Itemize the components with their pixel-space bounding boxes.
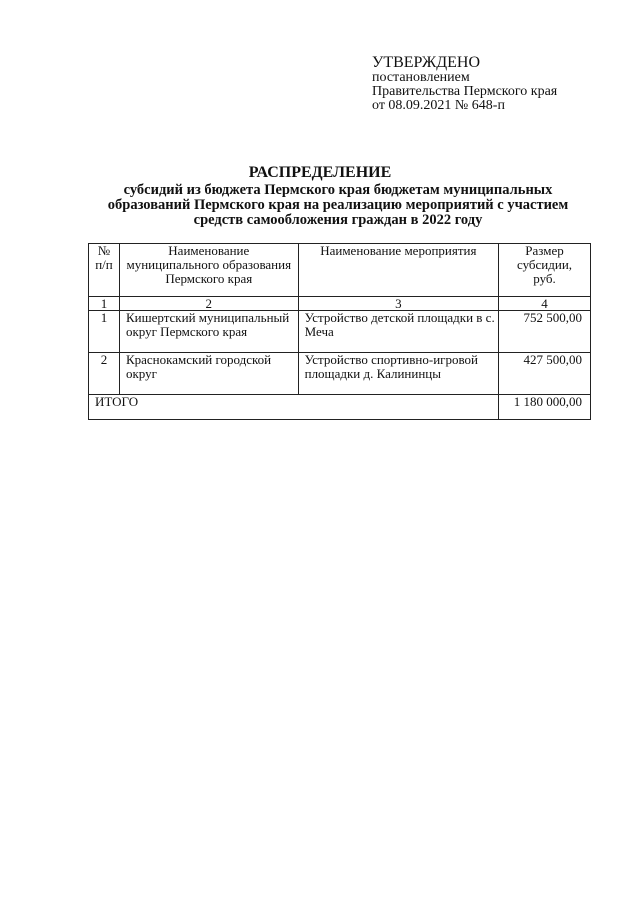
- header-num: № п/п: [89, 244, 120, 297]
- column-number: 2: [119, 297, 298, 311]
- row-event: Устройство детской площадки в с. Меча: [298, 311, 498, 353]
- approval-block: [372, 54, 557, 113]
- row-num: 2: [89, 353, 120, 395]
- approval-line-3: от 08.09.2021 № 648-п: [372, 98, 505, 113]
- distribution-table: [88, 243, 591, 420]
- row-num: 1: [89, 311, 120, 353]
- row-event: Устройство спортивно-игровой площадки д. Калининцы: [298, 353, 498, 395]
- table-row: [89, 311, 591, 353]
- subtitle-line-1: субсидий из бюджета Пермского края бюджетам муниципальных: [123, 182, 553, 198]
- document-title: РАСПРЕДЕЛЕНИЕ: [248, 164, 392, 181]
- total-label: ИТОГО: [89, 395, 499, 420]
- table-row: [89, 353, 591, 395]
- approval-line-1: постановлением: [372, 70, 470, 85]
- row-municipality: Кишертский муниципальный округ Пермского края: [119, 311, 298, 353]
- column-number: 3: [298, 297, 498, 311]
- table-header-row: [89, 244, 591, 297]
- subtitle-line-2: образований Пермского края на реализацию мероприятий с участием: [107, 197, 569, 213]
- column-number: 4: [499, 297, 591, 311]
- total-amount: 1 180 000,00: [499, 395, 591, 420]
- subtitle-line-3: средств самообложения граждан в 2022 году: [193, 212, 483, 228]
- document-subtitle: [80, 183, 596, 228]
- header-amount: Размер субсидии, руб.: [499, 244, 591, 297]
- row-municipality: Краснокамский городской округ: [119, 353, 298, 395]
- row-amount: 752 500,00: [499, 311, 591, 353]
- approval-line-2: Правительства Пермского края: [372, 84, 558, 99]
- column-number: 1: [89, 297, 120, 311]
- total-row: [89, 395, 591, 420]
- row-amount: 427 500,00: [499, 353, 591, 395]
- header-event: Наименование мероприятия: [298, 244, 498, 297]
- column-number-row: [89, 297, 591, 311]
- header-municipality: Наименование муниципального образования Пермского края: [119, 244, 298, 297]
- approval-head: УТВЕРЖДЕНО: [372, 54, 481, 71]
